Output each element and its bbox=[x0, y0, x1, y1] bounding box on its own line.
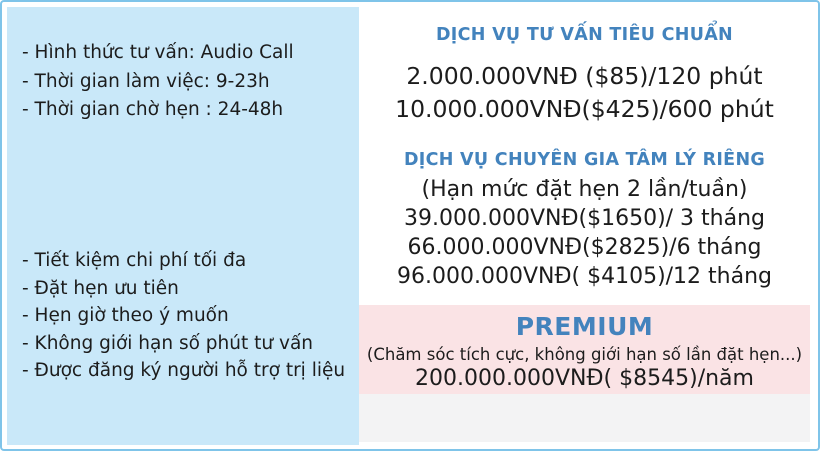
list-item: - Đặt hẹn ưu tiên bbox=[22, 277, 179, 299]
list-item: - Tiết kiệm chi phí tối đa bbox=[22, 250, 247, 271]
list-item: - Được đăng ký người hỗ trợ trị liệu bbox=[22, 360, 346, 381]
pricing-panel bbox=[359, 4, 810, 451]
price-line: 39.000.000VNĐ($1650)/ 3 tháng bbox=[403, 206, 766, 231]
list-item: - Hình thức tư vấn: Audio Call bbox=[22, 42, 294, 63]
premium-title: PREMIUM bbox=[515, 312, 654, 341]
premium-price: 200.000.000VNĐ( $8545)/năm bbox=[415, 366, 754, 391]
private-expert-service-title: DỊCH VỤ CHUYÊN GIA TÂM LÝ RIÊNG bbox=[403, 150, 766, 170]
booking-limit-note: (Hạn mức đặt hẹn 2 lần/tuần) bbox=[421, 177, 748, 202]
price-line: 2.000.000VNĐ ($85)/120 phút bbox=[406, 62, 763, 90]
standard-service-title: DỊCH VỤ TƯ VẤN TIÊU CHUẨN bbox=[435, 25, 734, 45]
list-item: - Không giới hạn số phút tư vấn bbox=[22, 332, 314, 354]
service-info-panel bbox=[7, 7, 359, 445]
premium-note: (Chăm sóc tích cực, không giới hạn số lần đặt hẹn...) bbox=[366, 345, 803, 364]
footer-band bbox=[359, 394, 810, 442]
list-item: - Thời gian làm việc: 9-23h bbox=[22, 70, 270, 92]
premium-section bbox=[359, 305, 810, 394]
standard-service-prices bbox=[359, 60, 810, 126]
list-item: - Hẹn giờ theo ý muốn bbox=[22, 305, 229, 326]
price-line: 96.000.000VNĐ( $4105)/12 tháng bbox=[396, 264, 773, 289]
private-expert-service-prices bbox=[359, 175, 810, 291]
list-item: - Thời gian chờ hẹn : 24-48h bbox=[22, 99, 284, 120]
benefits-list bbox=[22, 247, 353, 385]
price-line: 10.000.000VNĐ($425)/600 phút bbox=[395, 95, 774, 123]
price-line: 66.000.000VNĐ($2825)/6 tháng bbox=[407, 235, 762, 260]
consultation-info-list bbox=[22, 39, 353, 125]
